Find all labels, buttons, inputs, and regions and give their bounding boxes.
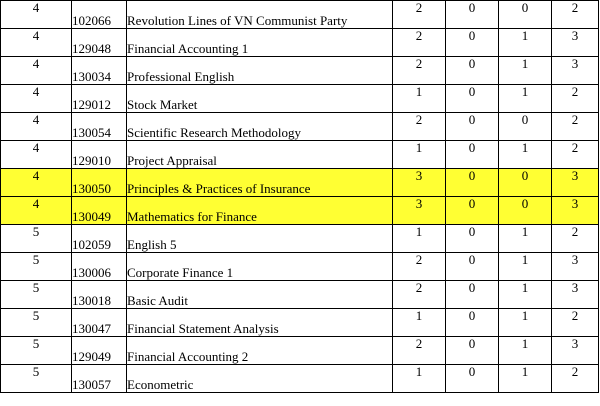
lecture-cell: 0: [446, 253, 499, 281]
course-code-cell: 130034: [72, 57, 127, 85]
total-cell: 2: [552, 85, 599, 113]
course-code-cell: 130047: [72, 309, 127, 337]
course-name-cell: Revolution Lines of VN Communist Party: [127, 1, 393, 29]
total-cell: 3: [552, 337, 599, 365]
semester-cell: 4: [1, 85, 72, 113]
course-code-cell: 130057: [72, 365, 127, 393]
semester-cell: 5: [1, 253, 72, 281]
course-code-cell: 129012: [72, 85, 127, 113]
lecture-cell: 0: [446, 29, 499, 57]
semester-cell: 5: [1, 337, 72, 365]
table-row: [1, 113, 599, 141]
credits-cell: 3: [393, 169, 446, 197]
total-cell: 2: [552, 309, 599, 337]
course-code-cell: 130050: [72, 169, 127, 197]
total-cell: 2: [552, 113, 599, 141]
practice-cell: 0: [499, 169, 552, 197]
semester-cell: 4: [1, 57, 72, 85]
course-code-cell: 130049: [72, 197, 127, 225]
course-name-cell: English 5: [127, 225, 393, 253]
table-row: [1, 365, 599, 393]
course-code-cell: 129049: [72, 337, 127, 365]
practice-cell: 1: [499, 225, 552, 253]
semester-cell: 5: [1, 281, 72, 309]
total-cell: 2: [552, 365, 599, 393]
total-cell: 2: [552, 1, 599, 29]
lecture-cell: 0: [446, 113, 499, 141]
practice-cell: 0: [499, 1, 552, 29]
table-row: [1, 197, 599, 225]
total-cell: 3: [552, 57, 599, 85]
practice-cell: 1: [499, 365, 552, 393]
semester-cell: 4: [1, 141, 72, 169]
credits-cell: 2: [393, 337, 446, 365]
credits-cell: 1: [393, 85, 446, 113]
practice-cell: 1: [499, 29, 552, 57]
practice-cell: 1: [499, 337, 552, 365]
course-name-cell: Financial Accounting 1: [127, 29, 393, 57]
table-row: [1, 29, 599, 57]
course-name-cell: Mathematics for Finance: [127, 197, 393, 225]
course-name-cell: Scientific Research Methodology: [127, 113, 393, 141]
lecture-cell: 0: [446, 141, 499, 169]
table-row: [1, 85, 599, 113]
practice-cell: 0: [499, 113, 552, 141]
lecture-cell: 0: [446, 337, 499, 365]
total-cell: 3: [552, 29, 599, 57]
lecture-cell: 0: [446, 281, 499, 309]
total-cell: 3: [552, 281, 599, 309]
course-code-cell: 102066: [72, 1, 127, 29]
table-row: [1, 141, 599, 169]
course-name-cell: Stock Market: [127, 85, 393, 113]
course-name-cell: Financial Accounting 2: [127, 337, 393, 365]
lecture-cell: 0: [446, 225, 499, 253]
practice-cell: 0: [499, 197, 552, 225]
credits-cell: 1: [393, 365, 446, 393]
credits-cell: 2: [393, 113, 446, 141]
credits-cell: 1: [393, 141, 446, 169]
course-name-cell: Project Appraisal: [127, 141, 393, 169]
lecture-cell: 0: [446, 85, 499, 113]
lecture-cell: 0: [446, 169, 499, 197]
table-row: [1, 253, 599, 281]
course-name-cell: Econometric: [127, 365, 393, 393]
practice-cell: 1: [499, 57, 552, 85]
credits-cell: 1: [393, 309, 446, 337]
credits-cell: 2: [393, 281, 446, 309]
course-code-cell: 129048: [72, 29, 127, 57]
semester-cell: 4: [1, 169, 72, 197]
course-name-cell: Corporate Finance 1: [127, 253, 393, 281]
lecture-cell: 0: [446, 365, 499, 393]
semester-cell: 4: [1, 29, 72, 57]
semester-cell: 5: [1, 365, 72, 393]
credits-cell: 3: [393, 197, 446, 225]
table-row: [1, 309, 599, 337]
semester-cell: 4: [1, 197, 72, 225]
course-name-cell: Principles & Practices of Insurance: [127, 169, 393, 197]
lecture-cell: 0: [446, 309, 499, 337]
course-code-cell: 129010: [72, 141, 127, 169]
table-row: [1, 337, 599, 365]
course-name-cell: Basic Audit: [127, 281, 393, 309]
practice-cell: 1: [499, 141, 552, 169]
table-row: [1, 225, 599, 253]
course-code-cell: 130018: [72, 281, 127, 309]
practice-cell: 1: [499, 253, 552, 281]
practice-cell: 1: [499, 281, 552, 309]
course-name-cell: Financial Statement Analysis: [127, 309, 393, 337]
lecture-cell: 0: [446, 1, 499, 29]
semester-cell: 4: [1, 1, 72, 29]
credits-cell: 2: [393, 57, 446, 85]
table-row: [1, 169, 599, 197]
course-code-cell: 130006: [72, 253, 127, 281]
semester-cell: 4: [1, 113, 72, 141]
credits-cell: 2: [393, 1, 446, 29]
course-code-cell: 130054: [72, 113, 127, 141]
semester-cell: 5: [1, 225, 72, 253]
total-cell: 2: [552, 141, 599, 169]
credits-cell: 2: [393, 253, 446, 281]
lecture-cell: 0: [446, 57, 499, 85]
table-row: [1, 281, 599, 309]
total-cell: 2: [552, 225, 599, 253]
semester-cell: 5: [1, 309, 72, 337]
table-row: [1, 57, 599, 85]
credits-cell: 2: [393, 29, 446, 57]
practice-cell: 1: [499, 85, 552, 113]
course-code-cell: 102059: [72, 225, 127, 253]
practice-cell: 1: [499, 309, 552, 337]
course-name-cell: Professional English: [127, 57, 393, 85]
total-cell: 3: [552, 253, 599, 281]
lecture-cell: 0: [446, 197, 499, 225]
total-cell: 3: [552, 197, 599, 225]
credits-cell: 1: [393, 225, 446, 253]
total-cell: 3: [552, 169, 599, 197]
course-table-body: [1, 1, 599, 393]
table-row: [1, 1, 599, 29]
